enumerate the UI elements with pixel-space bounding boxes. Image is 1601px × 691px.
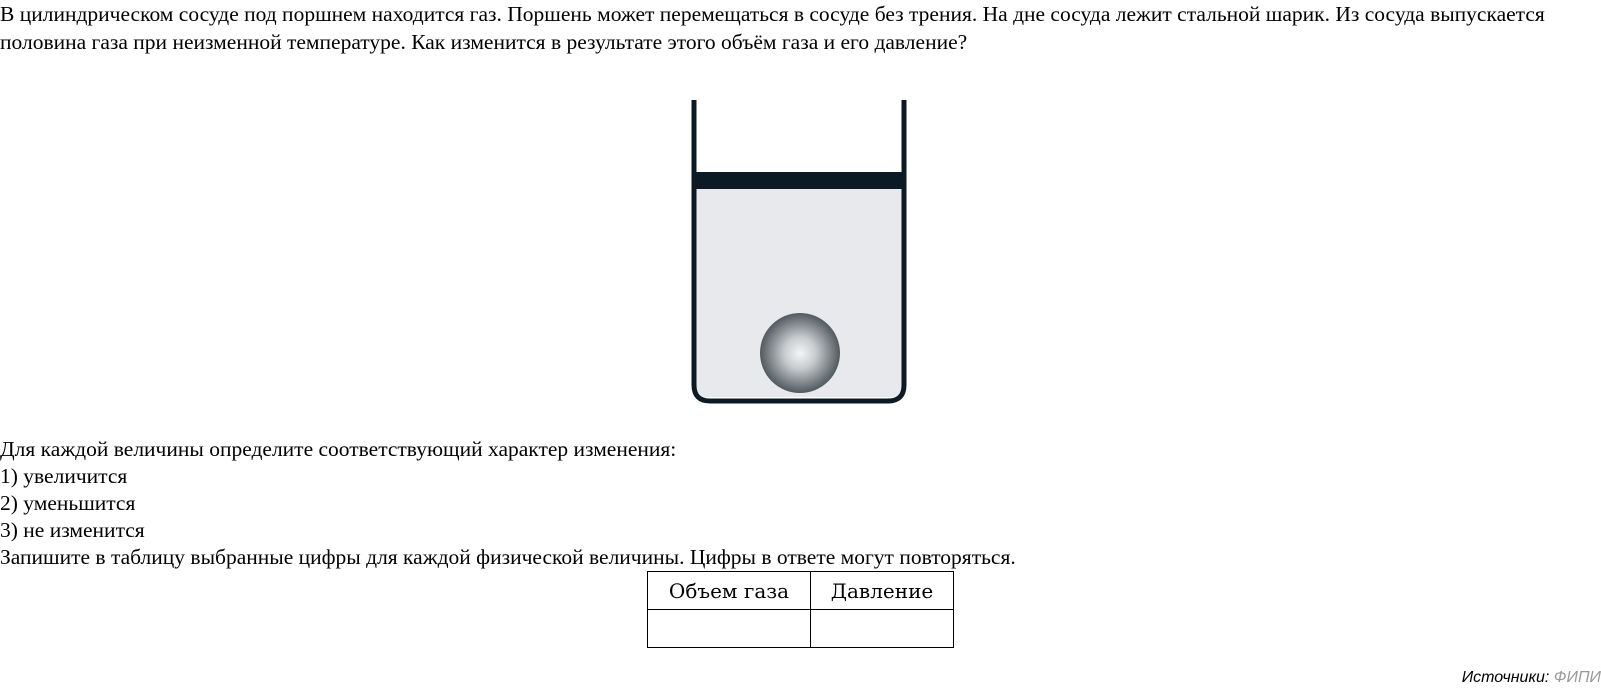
piston-icon (694, 172, 904, 189)
source-credit (1462, 668, 1601, 688)
option-item: 1) увеличится (0, 464, 128, 488)
instructions-block (0, 436, 1016, 571)
instructions-task: Запишите в таблицу выбранные цифры для каждой физической величины. Цифры в ответе могут повторяться. (0, 545, 1016, 569)
instructions-lead: Для каждой величины определите соответствующий характер изменения: (0, 437, 677, 461)
header-pressure: Давление (811, 572, 954, 610)
answer-table (647, 571, 954, 648)
vessel-figure (690, 100, 920, 410)
question-text: В цилиндрическом сосуде под поршнем находится газ. Поршень может перемещаться в сосуде без трения. На дне сосуда лежит стальной шарик. Из сосуда выпускается половина газа при неизменной температуре. Как изменится в результате этого объём газа и его давление? (0, 2, 1545, 54)
table-answer-row (648, 610, 954, 648)
answer-cell-pressure[interactable] (811, 610, 954, 648)
option-item: 3) не изменится (0, 518, 145, 542)
header-volume: Объем газа (648, 572, 811, 610)
table-header-row (648, 572, 954, 610)
steel-ball-icon (760, 313, 840, 393)
source-label: Источники: (1461, 669, 1550, 686)
answer-cell-volume[interactable] (648, 610, 811, 648)
source-name: ФИПИ (1553, 669, 1601, 686)
option-item: 2) уменьшится (0, 491, 136, 515)
